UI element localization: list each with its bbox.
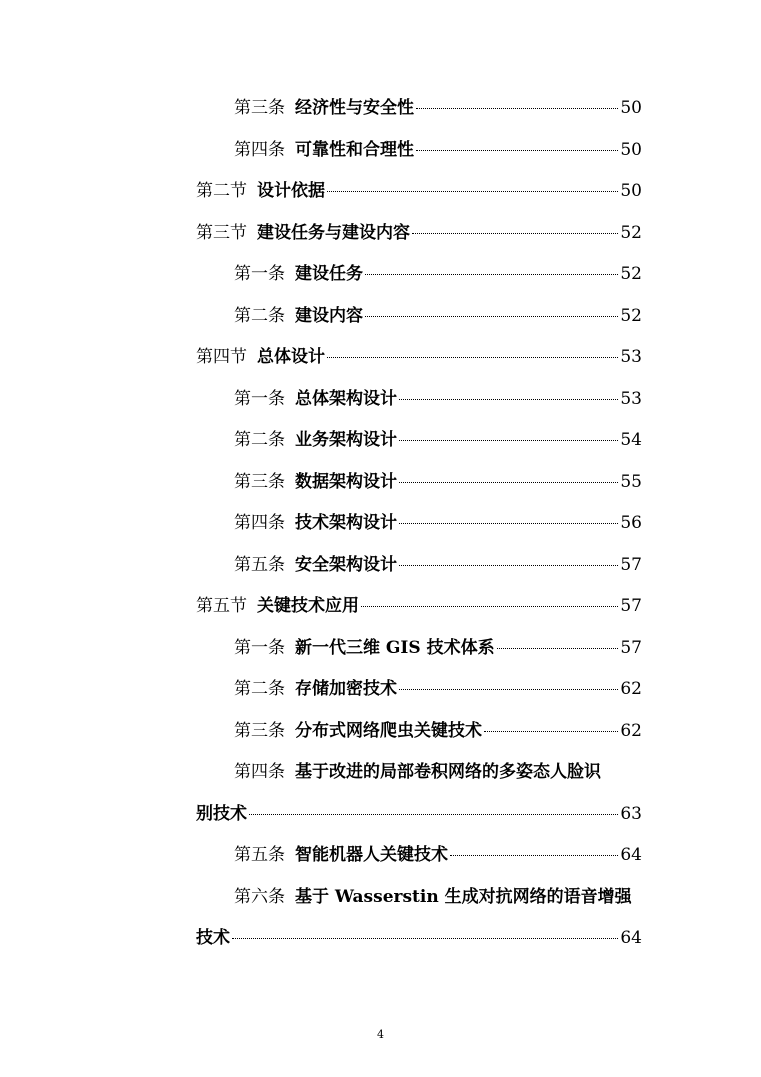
toc-entry[interactable] [196,130,642,172]
dot-leader [361,606,618,607]
toc-entry-page: 53 [620,388,642,409]
toc-entry-page: 50 [620,181,642,201]
toc-entry[interactable] [196,254,642,296]
toc-entry-page: 57 [620,596,642,616]
toc-entry-page: 57 [620,637,642,658]
toc-entry-number: 第一条 [234,637,285,658]
toc-entry[interactable] [196,88,642,130]
toc-entry-page: 53 [620,347,642,367]
dot-leader [497,648,619,649]
toc-entry-page: 52 [620,222,642,243]
toc-entry-title: 建设任务与建设内容 [257,222,410,243]
toc-entry-number: 第一条 [234,264,285,284]
toc-entry-title: 总体设计 [257,347,325,367]
toc-entry-number: 第二节 [196,181,247,201]
dot-leader [416,108,618,109]
dot-leader [416,150,618,151]
toc-entry-title: 技术架构设计 [295,513,397,533]
toc-entry-number: 第四条 [234,139,285,160]
toc-entry-number: 第二条 [234,430,285,450]
toc-entry-title: 基于改进的局部卷积网络的多姿态人脸识 [295,762,601,782]
toc-entry[interactable] [196,420,642,462]
toc-entry-title: 建设任务 [295,264,363,284]
toc-entry-title: 总体架构设计 [295,388,397,409]
toc-entry-wrapped-line1[interactable] [196,877,642,919]
dot-leader [399,399,618,400]
table-of-contents [196,88,642,960]
toc-entry-number: 第四条 [234,513,285,533]
toc-entry-title: 基于 Wasserstin 生成对抗网络的语音增强 [295,886,632,907]
toc-entry[interactable] [196,296,642,338]
dot-leader [365,316,618,317]
toc-entry[interactable] [196,628,642,670]
toc-entry-page: 64 [620,928,642,948]
page-number: 4 [377,1028,384,1041]
dot-leader [232,938,618,939]
dot-leader [484,731,618,732]
dot-leader [412,233,618,234]
toc-entry-page: 54 [620,430,642,450]
toc-entry[interactable] [196,337,642,379]
toc-entry-title-continued: 别技术 [196,803,247,824]
dot-leader [365,274,618,275]
toc-entry-page: 55 [620,471,642,492]
toc-entry-page: 52 [620,305,642,326]
toc-entry-title: 建设内容 [295,305,363,326]
toc-entry-page: 62 [620,720,642,741]
dot-leader [327,191,618,192]
toc-entry-title: 设计依据 [257,181,325,201]
toc-entry-number: 第五条 [234,554,285,575]
toc-entry-wrapped-line2[interactable] [196,794,642,836]
toc-entry-number: 第一条 [234,388,285,409]
toc-entry-page: 50 [620,98,642,118]
toc-entry-title: 分布式网络爬虫关键技术 [295,720,482,741]
toc-entry-title: 智能机器人关键技术 [295,845,448,865]
dot-leader [399,689,618,690]
toc-entry-title: 经济性与安全性 [295,98,414,118]
toc-entry-page: 52 [620,264,642,284]
toc-entry[interactable] [196,545,642,587]
toc-entry[interactable] [196,462,642,504]
toc-entry-title: 关键技术应用 [257,596,359,616]
toc-entry-title: 安全架构设计 [295,554,397,575]
toc-entry-page: 57 [620,554,642,575]
toc-entry[interactable] [196,586,642,628]
toc-entry[interactable] [196,835,642,877]
toc-entry-title: 可靠性和合理性 [295,139,414,160]
toc-entry-wrapped-line2[interactable] [196,918,642,960]
toc-entry-number: 第五节 [196,596,247,616]
dot-leader [399,565,618,566]
toc-entry[interactable] [196,213,642,255]
toc-entry-title-continued: 技术 [196,928,230,948]
toc-entry-number: 第三条 [234,98,285,118]
toc-entry-number: 第二条 [234,679,285,699]
toc-entry-number: 第四节 [196,347,247,367]
dot-leader [399,482,618,483]
toc-entry-number: 第三条 [234,720,285,741]
toc-entry[interactable] [196,503,642,545]
toc-entry-title: 存储加密技术 [295,679,397,699]
toc-entry-title: 业务架构设计 [295,430,397,450]
dot-leader [399,440,618,441]
toc-entry-number: 第二条 [234,305,285,326]
dot-leader [249,814,618,815]
toc-entry-page: 62 [620,679,642,699]
toc-entry-page: 63 [620,803,642,824]
toc-entry-number: 第六条 [234,886,285,907]
toc-entry-page: 64 [620,845,642,865]
dot-leader [450,855,618,856]
dot-leader [399,523,618,524]
toc-entry-page: 56 [620,513,642,533]
toc-entry-title: 数据架构设计 [295,471,397,492]
toc-entry-title: 新一代三维 GIS 技术体系 [295,637,495,658]
toc-entry-number: 第三节 [196,222,247,243]
toc-entry[interactable] [196,669,642,711]
dot-leader [327,357,618,358]
toc-entry[interactable] [196,711,642,753]
toc-entry-number: 第五条 [234,845,285,865]
toc-entry[interactable] [196,379,642,421]
toc-entry-number: 第三条 [234,471,285,492]
toc-entry-page: 50 [620,139,642,160]
toc-entry-wrapped-line1[interactable] [196,752,642,794]
toc-entry-number: 第四条 [234,762,285,782]
toc-entry[interactable] [196,171,642,213]
